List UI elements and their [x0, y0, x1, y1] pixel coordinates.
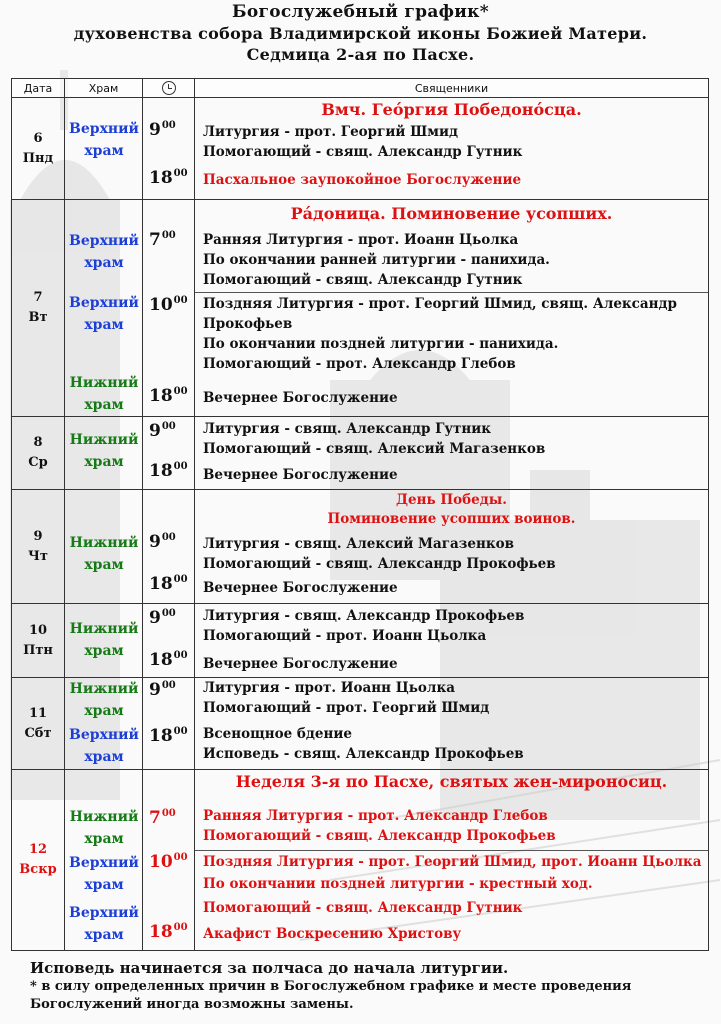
service-line: Литургия - свящ. Алексий Магазенков — [203, 536, 514, 552]
column-header-date: Дата — [12, 79, 65, 98]
service-line: Литургия - свящ. Александр Гутник — [203, 421, 492, 437]
service-line: Исповедь - свящ. Александр Прокофьев — [203, 746, 524, 762]
hram-label: Верхний храм — [69, 121, 139, 159]
hram-label: Верхний храм — [69, 905, 139, 943]
service-line: Помогающий - прот. Георгий Шмид — [203, 700, 490, 716]
day-number: 10 — [28, 622, 48, 638]
service-line: Ранняя Литургия - прот. Александр Глебов — [203, 808, 548, 824]
service-line: Литургия - прот. Иоанн Цьолка — [203, 680, 455, 696]
day-number: 8 — [33, 435, 43, 450]
table-row — [12, 98, 709, 200]
time-cell — [143, 678, 195, 770]
feast-title: Неделя 3-я по Пасхе, святых жен-мироносиц. — [235, 772, 668, 791]
feast-title: Вмч. Гео́ргия Победоно́сца. — [321, 100, 582, 119]
hram-cell — [65, 417, 143, 490]
time-cell — [143, 200, 195, 417]
hram-label: Нижний храм — [69, 375, 139, 413]
hram-label: Нижний храм — [69, 681, 139, 719]
services-cell — [195, 200, 709, 417]
services-cell — [195, 770, 709, 951]
feast-title: День Победы. — [396, 492, 507, 508]
service-line: Помогающий - свящ. Алексий Магазенков — [203, 441, 546, 457]
service-time: $18^{00}$ — [149, 386, 188, 406]
service-line: Поздняя Литургия - прот. Георгий Шмид, свящ. Александр — [203, 296, 677, 312]
service-line: Вечернее Богослужение — [203, 390, 398, 406]
feast-subtitle: Поминовение усопших воинов. — [327, 511, 576, 527]
day-number: 6 — [33, 130, 43, 146]
service-line: Помогающий - свящ. Александр Гутник — [203, 272, 523, 288]
schedule-week: Седмица 2-ая по Пасхе. — [246, 45, 475, 64]
service-line: Поздняя Литургия - прот. Георгий Шмид, прот. Иоанн Цьолка — [203, 854, 702, 870]
hram-label: Нижний храм — [69, 535, 139, 573]
day-of-week: Чт — [28, 548, 48, 564]
day-number: 12 — [28, 842, 48, 857]
replacement-note: * в силу определенных причин в Богослужебном графике и месте проведения Богослужений иногда возможны замены. — [30, 979, 632, 1012]
day-of-week: Вскр — [19, 862, 57, 877]
hram-label: Верхний храм — [69, 295, 139, 333]
service-time: $18^{00}$ — [149, 650, 188, 670]
day-number: 9 — [33, 528, 43, 544]
service-line: Всенощное бдение — [203, 726, 352, 742]
service-time: $18^{00}$ — [149, 922, 188, 942]
hram-cell — [65, 604, 143, 678]
hram-label: Верхний храм — [69, 727, 139, 765]
service-line: Литургия - прот. Георгий Шмид — [203, 124, 458, 140]
hram-label: Верхний храм — [69, 855, 139, 893]
hram-label: Верхний храм — [69, 233, 139, 271]
services-cell — [195, 417, 709, 490]
table-header-row — [12, 79, 709, 98]
time-cell — [143, 604, 195, 678]
service-line: Вечернее Богослужение — [203, 656, 398, 672]
table-row — [12, 200, 709, 417]
service-time: $9^{00}$ — [149, 421, 176, 441]
time-cell — [143, 98, 195, 200]
column-header-hram: Храм — [65, 79, 143, 98]
service-line: Ранняя Литургия - прот. Иоанн Цьолка — [203, 232, 519, 248]
hram-cell — [65, 98, 143, 200]
hram-label: Нижний храм — [69, 809, 139, 847]
service-line: Пасхальное заупокойное Богослужение — [203, 172, 522, 188]
day-of-week: Ср — [28, 455, 48, 470]
schedule-header — [0, 2, 721, 65]
confession-note: Исповедь начинается за полчаса до начала литургии. — [30, 959, 509, 977]
service-time: $18^{00}$ — [149, 574, 188, 594]
hram-cell — [65, 678, 143, 770]
row-divider — [195, 292, 708, 293]
schedule-footer — [30, 958, 670, 1014]
service-line: По окончании ранней литургии - панихида. — [203, 252, 550, 268]
table-row — [12, 770, 709, 951]
day-number: 7 — [33, 290, 43, 305]
services-cell — [195, 604, 709, 678]
services-cell — [195, 98, 709, 200]
service-time: $7^{00}$ — [149, 808, 176, 828]
service-line: Акафист Воскресению Христову — [203, 926, 462, 942]
date-cell — [12, 200, 65, 417]
date-cell — [12, 770, 65, 951]
service-line: Помогающий - прот. Александр Глебов — [203, 356, 516, 372]
service-time: $9^{00}$ — [149, 680, 176, 700]
time-cell — [143, 770, 195, 951]
service-time: $18^{00}$ — [149, 726, 188, 746]
service-line: Вечернее Богослужение — [203, 580, 398, 596]
service-line: По окончании поздней литургии - панихида. — [203, 336, 559, 352]
service-time: $7^{00}$ — [149, 230, 176, 250]
date-cell — [12, 490, 65, 604]
service-line: По окончании поздней литургии - крестный ход. — [203, 876, 593, 892]
time-cell — [143, 490, 195, 604]
date-cell — [12, 98, 65, 200]
day-of-week: Вт — [28, 310, 48, 325]
column-header-priests: Священники — [195, 79, 709, 98]
table-row — [12, 417, 709, 490]
service-time: $18^{00}$ — [149, 461, 188, 481]
table-row — [12, 604, 709, 678]
day-of-week: Птн — [23, 642, 53, 658]
service-line: Вечернее Богослужение — [203, 467, 398, 483]
service-time: $9^{00}$ — [149, 532, 176, 552]
hram-label: Нижний храм — [69, 621, 139, 659]
day-number: 11 — [28, 705, 48, 721]
service-line: Помогающий - прот. Иоанн Цьолка — [203, 628, 487, 644]
schedule-table — [11, 78, 709, 951]
services-cell — [195, 490, 709, 604]
hram-cell — [65, 770, 143, 951]
service-time: $18^{00}$ — [149, 168, 188, 188]
clock-icon — [162, 81, 176, 95]
service-line: Помогающий - свящ. Александр Гутник — [203, 144, 523, 160]
day-of-week: Пнд — [22, 150, 54, 166]
table-row — [12, 678, 709, 770]
service-line: Литургия - свящ. Александр Прокофьев — [203, 608, 525, 624]
service-line: Помогающий - свящ. Александр Гутник — [203, 900, 523, 916]
schedule-title: Богослужебный график* — [232, 2, 489, 22]
service-time: $9^{00}$ — [149, 120, 176, 140]
service-time: $10^{00}$ — [149, 295, 188, 315]
service-time: $10^{00}$ — [149, 852, 188, 872]
service-line: Помогающий - свящ. Александр Прокофьев — [203, 556, 556, 572]
time-cell — [143, 417, 195, 490]
feast-title: Ра́доница. Поминовение усопших. — [290, 204, 613, 223]
date-cell — [12, 604, 65, 678]
hram-cell — [65, 490, 143, 604]
date-cell — [12, 417, 65, 490]
service-time: $9^{00}$ — [149, 608, 176, 628]
schedule-subtitle: духовенства собора Владимирской иконы Божией Матери. — [73, 24, 648, 43]
date-cell — [12, 678, 65, 770]
column-header-time — [143, 79, 195, 98]
hram-label: Нижний храм — [69, 432, 139, 470]
services-cell — [195, 678, 709, 770]
row-divider — [195, 850, 708, 851]
service-line: Помогающий - свящ. Александр Прокофьев — [203, 828, 556, 844]
day-of-week: Сбт — [24, 725, 52, 741]
hram-cell — [65, 200, 143, 417]
service-line: Прокофьев — [203, 316, 293, 332]
table-row — [12, 490, 709, 604]
